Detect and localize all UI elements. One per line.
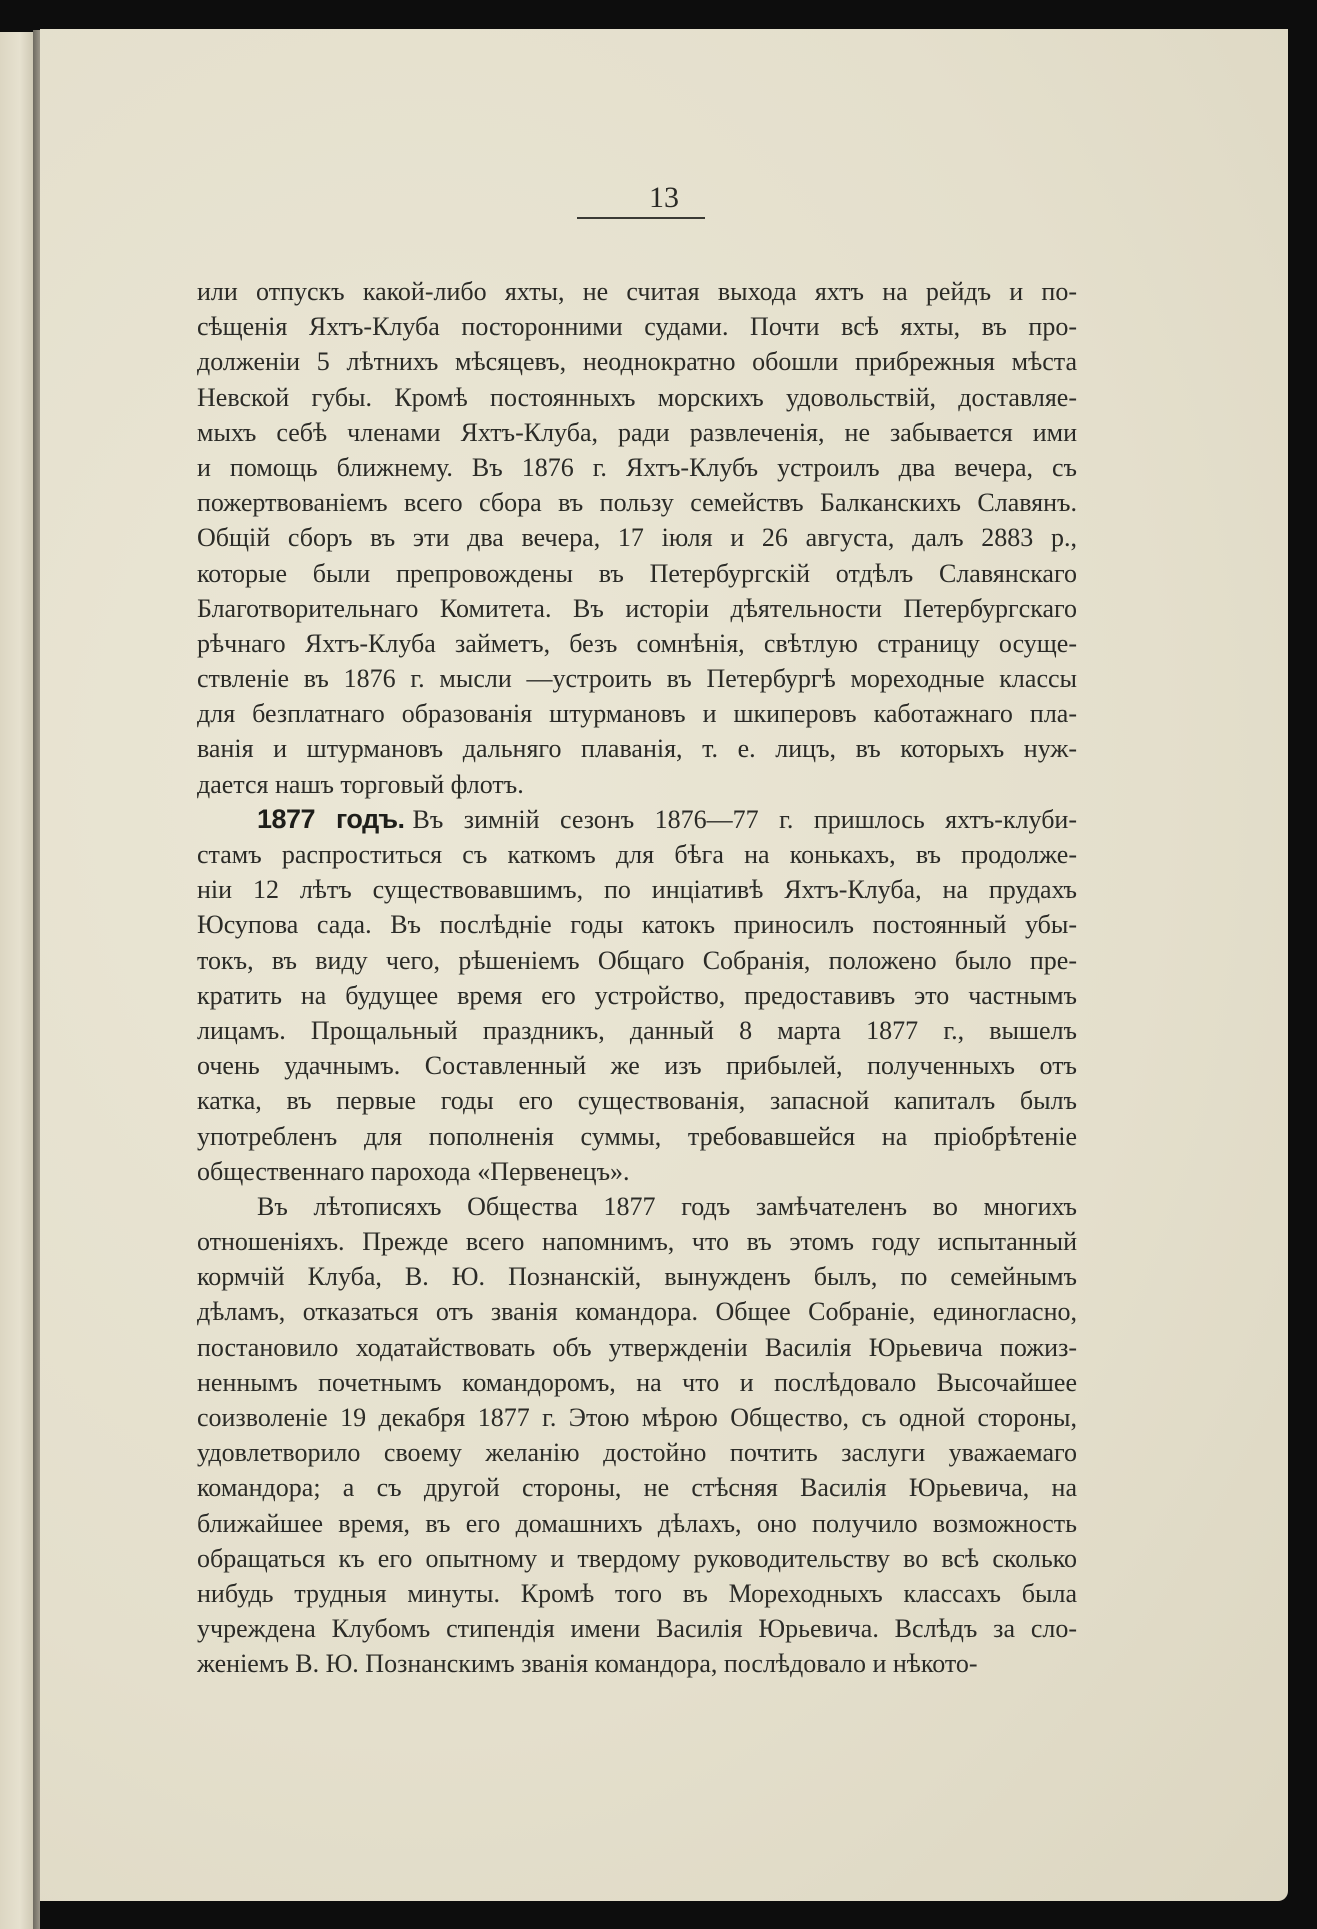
adjacent-page-edge: [0, 32, 33, 1929]
line-text: токъ, въ виду чего, рѣшеніемъ Общаго Собранія, положено было пре-: [197, 945, 1077, 975]
line-text: катка, въ первые годы его существованія, запасной капиталъ былъ: [197, 1086, 1077, 1116]
text-line: [197, 591, 1077, 626]
line-text: ближайшее время, въ его домашнихъ дѣлахъ, оно получило возможность: [197, 1508, 1077, 1538]
text-line: [197, 767, 1077, 802]
text-line: [197, 556, 1077, 591]
text-line: [197, 1013, 1077, 1048]
text-line: [197, 1330, 1077, 1365]
text-line: [197, 978, 1077, 1013]
line-text: долженіи 5 лѣтнихъ мѣсяцевъ, неоднократно обошли прибрежныя мѣста: [197, 347, 1077, 377]
line-text: сѣщенія Яхтъ-Клуба посторонними судами. Почти всѣ яхты, въ про-: [197, 312, 1077, 342]
text-line: [197, 1048, 1077, 1083]
line-text: Общій сборъ въ эти два вечера, 17 іюля и 26 августа, далъ 2883 р.,: [197, 523, 1077, 553]
line-text: ствленіе въ 1876 г. мысли —устроить въ Петербургѣ мореходные классы: [197, 664, 1077, 694]
line-text: кратить на будущее время его устройство, предоставивъ это частнымъ: [197, 980, 1077, 1010]
text-line: [197, 1154, 1077, 1189]
paragraph: [197, 274, 1077, 802]
line-text: общественнаго парохода «Первенецъ».: [197, 1156, 630, 1186]
line-text: нибудь трудныя минуты. Кромѣ того въ Мореходныхъ классахъ была: [197, 1578, 1077, 1608]
text-line: [197, 1224, 1077, 1259]
text-line: [197, 520, 1077, 555]
line-text: рѣчнаго Яхтъ-Клуба займетъ, безъ сомнѣнія, свѣтлую страницу осуще-: [197, 628, 1077, 658]
line-text: Въ зимній сезонъ 1876—77 г. пришлось яхтъ-клуби-: [412, 804, 1078, 834]
text-line: [197, 626, 1077, 661]
line-text: командора; а съ другой стороны, не стѣсняя Василія Юрьевича, на: [197, 1473, 1077, 1503]
page-number: 13: [649, 181, 679, 214]
line-text: лицамъ. Прощальный праздникъ, данный 8 марта 1877 г., вышелъ: [197, 1015, 1077, 1045]
line-text: соизволеніе 19 декабря 1877 г. Этою мѣрою Общество, съ одной стороны,: [197, 1403, 1077, 1432]
text-line: [197, 309, 1077, 344]
line-text: для безплатнаго образованія штурмановъ и шкиперовъ каботажнаго пла-: [197, 699, 1077, 729]
line-text: дѣламъ, отказаться отъ званія командора. Общее Собраніе, единогласно,: [197, 1297, 1077, 1327]
line-text: учреждена Клубомъ стипендія имени Василія Юрьевича. Вслѣдъ за сло-: [197, 1614, 1077, 1644]
line-text: кормчій Клуба, В. Ю. Познанскій, вынужденъ былъ, по семейнымъ: [197, 1262, 1077, 1292]
text-line: [197, 415, 1077, 450]
text-line: [197, 1646, 1077, 1681]
text-line: [197, 907, 1077, 942]
text-line: [197, 1400, 1077, 1435]
line-text: Благотворительнаго Комитета. Въ исторіи дѣятельности Петербургскаго: [197, 593, 1077, 623]
line-text: неннымъ почетнымъ командоромъ, на что и послѣдовало Высочайшее: [197, 1367, 1077, 1397]
line-text: постановило ходатайствовать объ утвержденіи Василія Юрьевича пожиз-: [197, 1332, 1077, 1362]
line-text: Юсупова сада. Въ послѣдніе годы катокъ приносилъ постоянный убы-: [197, 910, 1077, 940]
line-text: или отпускъ какой-либо яхты, не считая выхода яхтъ на рейдъ и по-: [197, 277, 1077, 306]
line-text: ніи 12 лѣтъ существовавшимъ, по инціативѣ Яхтъ-Клуба, на прудахъ: [197, 875, 1077, 905]
text-line: [197, 837, 1077, 872]
text-line: [197, 1506, 1077, 1541]
text-line: [197, 344, 1077, 379]
text-line: [197, 450, 1077, 485]
line-text: удовлетворило своему желанію достойно почтить заслуги уважаемаго: [197, 1438, 1077, 1468]
line-text: Въ лѣтописяхъ Общества 1877 годъ замѣчателенъ во многихъ: [257, 1191, 1077, 1221]
text-line: [197, 1189, 1077, 1224]
text-line: [197, 1435, 1077, 1470]
book-page: [40, 29, 1288, 1901]
page-number-rule: [577, 217, 705, 219]
line-text: мыхъ себѣ членами Яхтъ-Клуба, ради развлеченія, не забывается ими: [197, 417, 1077, 447]
text-line: [197, 1470, 1077, 1505]
text-line: [197, 661, 1077, 696]
text-line: [197, 380, 1077, 415]
text-line: [197, 1294, 1077, 1329]
line-text: ванія и штурмановъ дальняго плаванія, т. е. лицъ, въ которыхъ нуж-: [197, 734, 1077, 764]
line-text: обращаться къ его опытному и твердому руководительству во всѣ сколько: [197, 1543, 1077, 1573]
text-line: [197, 1541, 1077, 1576]
section-heading: 1877 годъ.: [257, 803, 405, 834]
line-text: женіемъ В. Ю. Познанскимъ званія командора, послѣдовало и нѣкото-: [197, 1649, 978, 1679]
text-line: [197, 1259, 1077, 1294]
paragraph: [197, 802, 1077, 1189]
text-line: [197, 731, 1077, 766]
text-line: [197, 1083, 1077, 1118]
line-text: отношеніяхъ. Прежде всего напомнимъ, что въ этомъ году испытанный: [197, 1227, 1077, 1257]
text-line: [197, 274, 1077, 309]
page-body-text: [197, 274, 1077, 1682]
line-text: пожертвованіемъ всего сбора въ пользу семействъ Балканскихъ Славянъ.: [197, 488, 1077, 518]
line-text: которые были препровождены въ Петербургскій отдѣлъ Славянскаго: [197, 558, 1077, 588]
line-text: дается нашъ торговый флотъ.: [197, 769, 524, 799]
text-line: [197, 872, 1077, 907]
text-line: [197, 696, 1077, 731]
text-line: [197, 1576, 1077, 1611]
line-text: употребленъ для пополненія суммы, требовавшейся на пріобрѣтеніе: [197, 1121, 1077, 1151]
line-text: Невской губы. Кромѣ постоянныхъ морскихъ удовольствій, доставляе-: [197, 382, 1077, 412]
line-text: стамъ распроститься съ каткомъ для бѣга на конькахъ, въ продолже-: [197, 840, 1077, 869]
paragraph: [197, 1189, 1077, 1682]
line-text: и помощь ближнему. Въ 1876 г. Яхтъ-Клубъ устроилъ два вечера, съ: [197, 452, 1077, 482]
line-text: очень удачнымъ. Составленный же изъ прибылей, полученныхъ отъ: [197, 1051, 1077, 1081]
text-line: [197, 1611, 1077, 1646]
text-line: [197, 943, 1077, 978]
book-gutter: [33, 30, 40, 1929]
text-line: [197, 1119, 1077, 1154]
text-line: [197, 485, 1077, 520]
text-line: [197, 802, 1077, 837]
text-line: [197, 1365, 1077, 1400]
